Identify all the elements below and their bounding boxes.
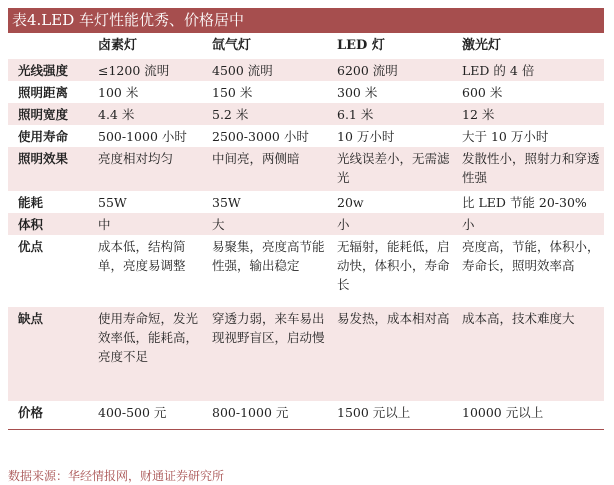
table-cell: ≤1200 流明 xyxy=(94,59,208,81)
table-cell: 55W xyxy=(94,191,208,213)
table-cell: 小 xyxy=(333,213,458,235)
table-row xyxy=(8,125,604,147)
row-label: 使用寿命 xyxy=(8,125,94,147)
table-cell: 1500 元以上 xyxy=(333,401,458,429)
table-row xyxy=(8,59,604,81)
row-label: 优点 xyxy=(8,235,94,307)
table-cell: 使用寿命短，发光效率低，能耗高，亮度不足 xyxy=(94,307,208,401)
table-cell: 亮度相对均匀 xyxy=(94,147,208,191)
table-row xyxy=(8,81,604,103)
row-label: 能耗 xyxy=(8,191,94,213)
table-cell: 大于 10 万小时 xyxy=(458,125,604,147)
header-cell-empty xyxy=(8,33,94,59)
table-title: 表4.LED 车灯性能优秀、价格居中 xyxy=(8,8,604,33)
table-cell: LED 的 4 倍 xyxy=(458,59,604,81)
table-cell: 300 米 xyxy=(333,81,458,103)
table-row xyxy=(8,191,604,213)
header-cell-led: LED 灯 xyxy=(337,38,385,53)
table-cell: 35W xyxy=(208,191,333,213)
table-cell: 800-1000 元 xyxy=(208,401,333,429)
table-cell: 穿透力弱，来车易出现视野盲区，启动慢 xyxy=(208,307,333,401)
table-cell: 2500-3000 小时 xyxy=(208,125,333,147)
table-cell: 5.2 米 xyxy=(208,103,333,125)
table-cell: 易发热，成本相对高 xyxy=(333,307,458,401)
table-cell: 100 米 xyxy=(94,81,208,103)
table-cell: 亮度高，节能，体积小，寿命长，照明效率高 xyxy=(458,235,604,307)
table-cell: 4500 流明 xyxy=(208,59,333,81)
comparison-table xyxy=(8,33,604,430)
header-cell-laser: 激光灯 xyxy=(462,38,502,53)
table-row xyxy=(8,147,604,191)
header-cell-halogen: 卤素灯 xyxy=(98,38,138,53)
table-row xyxy=(8,307,604,401)
row-label: 照明宽度 xyxy=(8,103,94,125)
table-cell: 比 LED 节能 20-30% xyxy=(458,191,604,213)
row-label: 光线强度 xyxy=(8,59,94,81)
table-cell: 10 万小时 xyxy=(333,125,458,147)
row-label: 体积 xyxy=(8,213,94,235)
table-cell: 10000 元以上 xyxy=(458,401,604,429)
table-cell: 500-1000 小时 xyxy=(94,125,208,147)
table-row xyxy=(8,213,604,235)
table-cell: 12 米 xyxy=(458,103,604,125)
table-row xyxy=(8,103,604,125)
table-cell: 易聚集，亮度高节能性强，输出稳定 xyxy=(208,235,333,307)
row-label: 照明效果 xyxy=(8,147,94,191)
row-label: 缺点 xyxy=(8,307,94,401)
table-cell: 小 xyxy=(458,213,604,235)
table-cell: 光线误差小，无需滤光 xyxy=(333,147,458,191)
table-cell: 400-500 元 xyxy=(94,401,208,429)
table-cell: 6200 流明 xyxy=(333,59,458,81)
table-cell: 600 米 xyxy=(458,81,604,103)
table-cell: 大 xyxy=(208,213,333,235)
row-label: 照明距离 xyxy=(8,81,94,103)
table-cell: 无辐射，能耗低，启动快，体积小，寿命长 xyxy=(333,235,458,307)
table-cell: 20w xyxy=(333,191,458,213)
source-note: 数据来源：华经情报网，财通证券研究所 xyxy=(8,469,225,483)
table-row xyxy=(8,401,604,429)
header-cell-xenon: 氙气灯 xyxy=(212,38,252,53)
header-row xyxy=(8,33,604,59)
table-cell: 4.4 米 xyxy=(94,103,208,125)
table-row xyxy=(8,235,604,307)
table-cell: 6.1 米 xyxy=(333,103,458,125)
table-cell: 中间亮，两侧暗 xyxy=(208,147,333,191)
table-cell: 发散性小，照射力和穿透性强 xyxy=(458,147,604,191)
table-cell: 中 xyxy=(94,213,208,235)
table-cell: 成本低，结构简单，亮度易调整 xyxy=(94,235,208,307)
row-label: 价格 xyxy=(8,401,94,429)
table-cell: 150 米 xyxy=(208,81,333,103)
table-cell: 成本高，技术难度大 xyxy=(458,307,604,401)
